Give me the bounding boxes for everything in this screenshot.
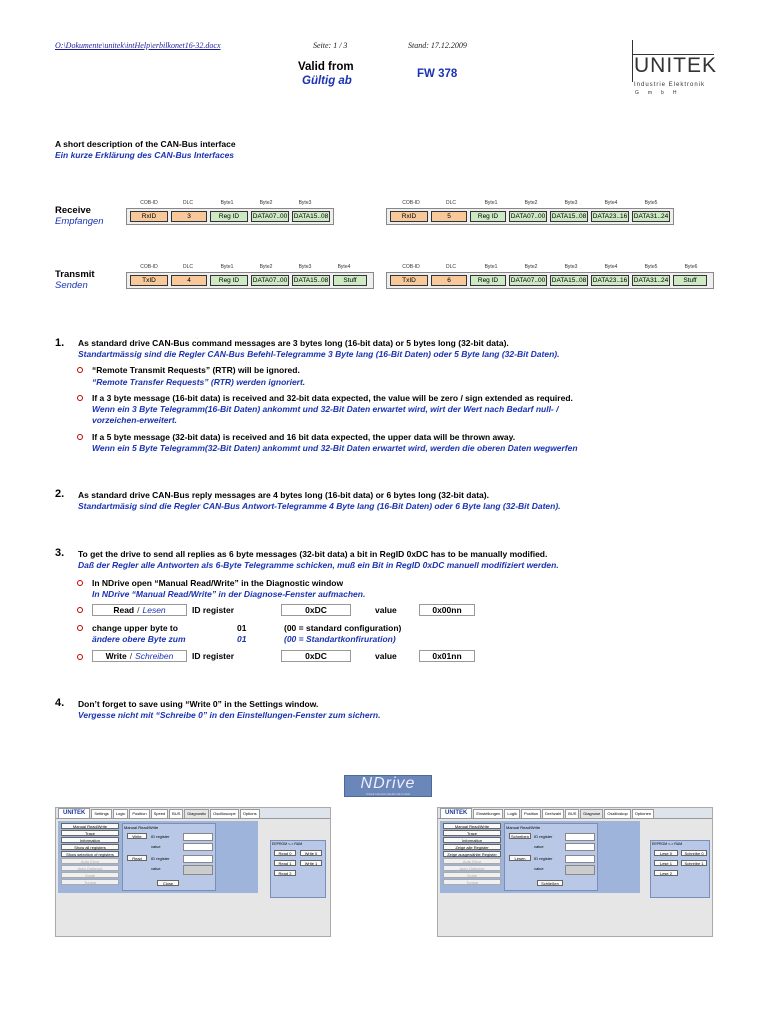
menu-manual-read-write[interactable]: Manual Read/Write [61,823,119,829]
header-byte3: Byte3 [298,264,312,270]
s1-bullet2-de-cont: vorzeichen-erweitert. [92,415,178,425]
header-cob-id: COB-ID [140,200,158,206]
header-byte2: Byte2 [259,264,273,270]
section-1-number: 1. [55,337,65,349]
brand-tab: UNITEK [58,808,90,818]
header-cob-id: COB-ID [402,264,420,270]
header-dlc: DLC [445,264,456,270]
header-byte1: Byte1 [484,264,498,270]
frame-cells [126,272,374,289]
cell-data-0: DATA07..00 [510,213,546,220]
read-button[interactable]: Read [127,855,147,861]
read-label-en: Read [113,605,135,615]
write-button[interactable]: Write [127,833,147,839]
cell-reg-id: Reg ID [470,275,506,286]
transmit-label: Transmit [55,269,95,280]
write-button-label: Write / Schreiben [92,650,187,662]
bullet-icon [77,367,83,373]
register-value: 0xDC [281,650,351,662]
header-byte4: Byte4 [604,200,618,206]
menu-show-all-registers[interactable]: Show all registers [61,844,119,850]
section-2-number: 2. [55,488,65,500]
header-cob-id: COB-ID [402,200,420,206]
value-output [565,865,595,875]
tab-logik[interactable]: Logik [504,809,520,818]
menu-scale[interactable]: Scale [61,872,119,878]
reg-label: ID register [151,834,170,839]
logo-word: UNITEK [634,54,718,77]
header-dlc: DLC [445,200,456,206]
header-dlc: DLC [182,200,193,206]
s3-bullet1: In NDrive open “Manual Read/Write” in the Diagnostic window [92,578,344,588]
diagnostic-menu [61,823,119,885]
s1-bullet3-de: Wenn ein 5 Byte Telegramm(32-Bit Daten) ankommt und 32-Bit Daten erwartet wird, werden die oberen Daten wegwerfen [92,443,578,453]
s1-bullet2-de: Wenn ein 3 Byte Telegramm(16-Bit Daten) ankommt und 32-Bit Daten erwartet wird, wirt der Wert nach Bedarf null- / [92,404,559,414]
write-value: 0x01nn [419,650,475,662]
read-value: 0x00nn [419,604,475,616]
menu-manual-read-write[interactable]: Manual Read/Write [443,823,501,829]
header-byte5: Byte5 [644,264,658,270]
header-byte2: Byte2 [524,200,538,206]
section-3-text-de: Daß der Regler alle Antworten als 6-Byte Telegramme schicken, muß ein Bit in RegID 0xDC manuell modifiziert werden. [78,560,559,570]
section-1-text: As standard drive CAN-Bus command messages are 3 bytes long (16-bit data) or 5 bytes long (32-bit data). [78,338,509,348]
cell-data-2: DATA23..16 [592,213,628,220]
close-button[interactable]: Close [157,880,179,886]
s1-bullet3: If a 5 byte message (32-bit data) is received and 16 bit data expected, the upper data will be thrown away. [92,432,516,442]
document-path: O:\Dokumente\unitek\intHelp\erbilkonet16-32.docx [55,41,221,50]
screenshot-english [55,807,331,937]
value-label: value [151,844,161,849]
firmware-version: FW 378 [417,68,458,80]
cell-reg-id: Reg ID [470,211,506,222]
cell-dlc: 3 [171,211,207,222]
value-label-2: value [534,866,544,871]
section-1-text-de: Standartmässig sind die Regler CAN-Bus Befehl-Telegramme 3 Byte lang (16-Bit Daten) oder 5 Byte lang (32-Bit Daten). [78,349,560,359]
transmit-frame-6byte [386,264,714,289]
header-byte1: Byte1 [484,200,498,206]
intro-heading: A short description of the CAN-Bus interface [55,139,236,149]
cell-data-1: DATA15..08 [551,277,587,284]
frame-header-row [386,264,714,270]
tab-logic[interactable]: Logic [113,809,129,818]
ndrive-word: NDrive [360,775,416,792]
reg-input[interactable] [183,833,213,841]
menu-information[interactable]: Information [61,837,119,843]
logo-line1: Industrie Elektronik [634,82,706,88]
section-4-number: 4. [55,697,65,709]
change-upper-byte-de: ändere obere Byte zum [92,634,186,644]
reg-input-2[interactable] [565,855,595,863]
tab-position[interactable]: Position [129,809,149,818]
frame-cells [386,272,714,289]
change-value-de: 01 [237,634,247,644]
tab-diagnostic[interactable]: Diagnostic [184,809,209,818]
manual-rw-title: Manual Read/Write [124,825,159,830]
read-2-button[interactable]: Read 2 [274,870,296,876]
tab-bar [56,808,330,819]
valid-from-label: Valid from [298,61,354,73]
header-byte5: Byte5 [644,200,658,206]
read-label-de: Lesen [142,605,166,615]
menu-auto-error[interactable]: Auto Error [443,858,501,864]
read-0-button[interactable]: Read 0 [274,850,296,856]
manual-rw-window [122,823,216,891]
menu-auto-optimize[interactable]: Auto Optimize [443,865,501,871]
tab-settings[interactable]: Settings [91,809,111,818]
value-label: value [375,605,397,615]
header-dlc: DLC [182,264,193,270]
change-note-de: (00 = Standartkonfiruration) [284,634,396,644]
manual-rw-window [504,823,598,891]
lese-0-button[interactable]: Lese 0 [654,850,678,856]
receive-label-de: Empfangen [55,216,104,227]
menu-tuning[interactable]: Tuning [61,879,119,885]
schreibe-1-button[interactable]: Schreibe 1 [681,860,707,866]
ndrive-subtitle: Unitek Industrie Elektronik GmbH [365,792,411,796]
read-button[interactable]: Lesen [509,855,531,861]
write-0-button[interactable]: Write 0 [300,850,322,856]
lese-1-button[interactable]: Lese 1 [654,860,678,866]
frame-header-row [126,264,374,270]
manual-rw-title: Manual Read/Write [506,825,541,830]
cell-data-3: DATA31..24 [633,213,669,220]
section-2-text: As standard drive CAN-Bus reply messages are 4 bytes long (16-bit data) or 6 bytes long (32-bit data). [78,490,489,500]
cell-stuff: Stuff [673,275,707,286]
reg-label-2: ID register [534,856,553,861]
bullet-icon [77,580,83,586]
frame-header-row [386,200,674,206]
bullet-icon [77,434,83,440]
menu-auto-error[interactable]: Auto Error [61,858,119,864]
cell-cob-id: TxID [390,275,428,286]
screenshot-german [437,807,713,937]
menu-trace[interactable]: Trace [61,830,119,836]
section-4-text-de: Vergesse nicht mit “Schreibe 0” in den Einstellungen-Fenster zum sichern. [78,710,381,720]
header-byte1: Byte1 [220,264,234,270]
header-byte4: Byte4 [604,264,618,270]
transmit-label-de: Senden [55,280,88,291]
receive-frame-3byte [126,200,334,225]
receive-label: Receive [55,205,91,216]
eeprom-window [270,840,326,898]
valid-from-label-de: Gültig ab [302,75,352,87]
reg-input[interactable] [565,833,595,841]
value-label: value [534,844,544,849]
value-output [183,865,213,875]
brand-tab: UNITEK [440,808,472,818]
menu-show-selection[interactable]: Show selection of registers [61,851,119,857]
ndrive-logo [344,775,432,797]
change-value: 01 [237,623,247,633]
menu-tuning[interactable]: Tuning [443,879,501,885]
diagnose-panel [440,821,640,893]
lese-2-button[interactable]: Lese 2 [654,870,678,876]
bullet-icon [77,654,83,660]
cell-data-high: DATA15..08 [293,277,329,284]
cell-data-3: DATA31..24 [633,277,669,284]
bullet-icon [77,607,83,613]
s1-bullet1: “Remote Transmit Requests” (RTR) will be ignored. [92,365,300,375]
bullet-icon [77,625,83,631]
reg-label: ID register [534,834,553,839]
reg-input-2[interactable] [183,855,213,863]
section-3-text: To get the drive to send all replies as 6 byte messages (32-bit data) a bit in RegID 0xDC has to be manually modified. [78,549,548,559]
cell-data-high: DATA15..08 [293,213,329,220]
section-2-text-de: Standartmäsig sind die Regler CAN-Bus Antwort-Telegramme 4 Byte lang (16-Bit Daten) oder 6 Byte lang (32-Bit Daten). [78,501,561,511]
menu-trace[interactable]: Trace [443,830,501,836]
write-1-button[interactable]: Write 1 [300,860,322,866]
header-byte2: Byte2 [259,200,273,206]
tab-einstellungen[interactable]: Einstellungen [473,809,503,818]
close-button[interactable]: Schließen [537,880,563,886]
value-input[interactable] [565,843,595,851]
header-byte6: Byte6 [684,264,698,270]
tab-speed[interactable]: Speed [151,809,169,818]
cell-data-2: DATA23..16 [592,277,628,284]
schreibe-0-button[interactable]: Schreibe 0 [681,850,707,856]
menu-zeige-alle-register[interactable]: Zeige alle Register [443,844,501,850]
transmit-frame-4byte [126,264,374,289]
read-button-label: Read / Lesen [92,604,187,616]
tab-bus[interactable]: BUS [565,809,579,818]
section-4-text: Don’t forget to save using “Write 0” in the Settings window. [78,699,319,709]
cell-data-1: DATA15..08 [551,213,587,220]
s3-bullet1-de: In NDrive “Manual Read/Write” in der Diagnose-Fenster aufmachen. [92,589,366,599]
cell-dlc: 5 [431,211,467,222]
tab-bar [438,808,712,819]
tab-oszilloskop[interactable]: Oszilloskop [604,809,630,818]
header-byte3: Byte3 [564,200,578,206]
eeprom-title: EEPROM <-> RAM [272,842,303,846]
write-button[interactable]: Schreiben [510,834,529,839]
tab-drehzahl[interactable]: Drehzahl [542,809,564,818]
tab-position[interactable]: Position [521,809,541,818]
document-date: Stand: 17.12.2009 [408,41,467,50]
cell-reg-id: Reg ID [210,211,248,222]
header-byte2: Byte2 [524,264,538,270]
id-register-label: ID register [192,651,235,661]
change-note: (00 = standard configuration) [284,623,402,633]
s1-bullet1-de: “Remote Transfer Requests” (RTR) werden ignoriert. [92,377,306,387]
tab-diagnose[interactable]: Diagnose [580,809,603,818]
menu-zeige-ausgewaehlte[interactable]: Zeige ausgewählte Register [443,851,501,857]
reg-label-2: ID register [151,856,170,861]
write-label-en: Write [105,651,127,661]
eeprom-title: EEPROM <-> RAM [652,842,683,846]
register-value: 0xDC [281,604,351,616]
header-byte3: Byte3 [564,264,578,270]
frame-header-row [126,200,334,206]
tab-oscilloscope[interactable]: Oscilloscope [210,809,239,818]
menu-auto-optimize[interactable]: Auto Optimize [61,865,119,871]
header-byte4: Byte4 [337,264,351,270]
s1-bullet2: If a 3 byte message (16-bit data) is received and 32-bit data expected, the value will be zero / sign extended as required. [92,393,573,403]
value-input[interactable] [183,843,213,851]
tab-bus[interactable]: BUS [169,809,183,818]
cell-stuff: Stuff [333,275,367,286]
header-cob-id: COB-ID [140,264,158,270]
id-register-label: ID register [192,605,235,615]
value-label: value [375,651,397,661]
diagnose-menu [443,823,501,885]
cell-cob-id: RxID [130,211,168,222]
frame-cells [126,208,334,225]
write-label-de: Schreiben [135,651,174,661]
page-number: Seite: 1 / 3 [313,41,348,50]
cell-data-low: DATA07..00 [252,277,288,284]
cell-data-0: DATA07..00 [510,277,546,284]
diagnostic-panel [58,821,258,893]
header-byte1: Byte1 [220,200,234,206]
intro-heading-de: Ein kurze Erklärung des CAN-Bus Interfaces [55,150,235,160]
unitek-logo [632,40,718,98]
cell-dlc: 6 [431,275,467,286]
cell-cob-id: RxID [390,211,428,222]
bullet-icon [77,395,83,401]
header-byte3: Byte3 [298,200,312,206]
read-1-button[interactable]: Read 1 [274,860,296,866]
change-upper-byte: change upper byte to [92,623,178,633]
menu-information[interactable]: Information [443,837,501,843]
logo-line2: GmbH [635,90,686,96]
value-label-2: value [151,866,161,871]
tab-options[interactable]: Options [240,809,260,818]
cell-reg-id: Reg ID [210,275,248,286]
cell-dlc: 4 [171,275,207,286]
receive-frame-5byte [386,200,674,225]
eeprom-window [650,840,710,898]
menu-scale[interactable]: Scale [443,872,501,878]
tab-optionen[interactable]: Optionen [632,809,654,818]
section-3-number: 3. [55,547,65,559]
cell-cob-id: TxID [130,275,168,286]
frame-cells [386,208,674,225]
cell-data-low: DATA07..00 [252,213,288,220]
